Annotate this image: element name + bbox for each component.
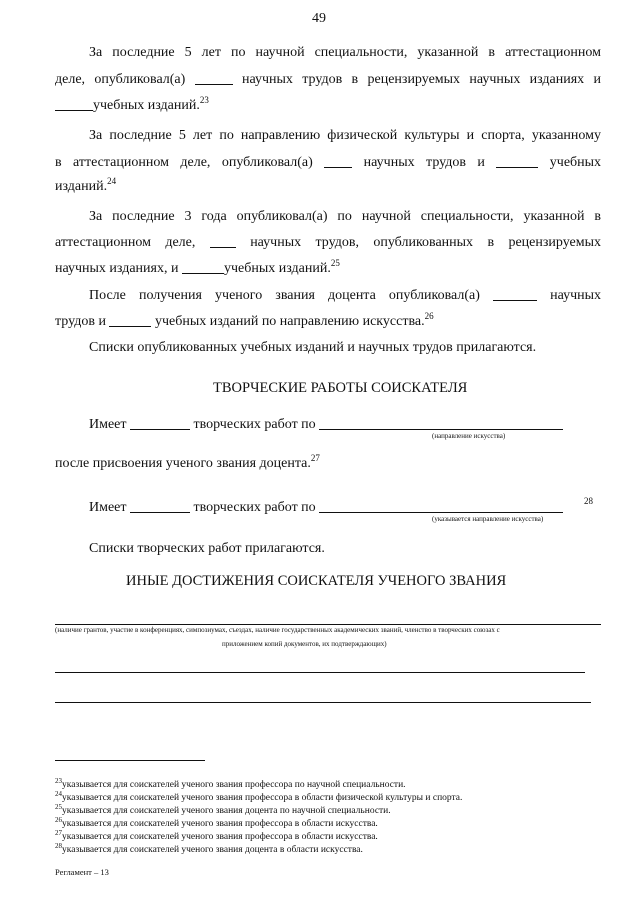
ucheb-count-blank [182, 261, 224, 274]
other-caption-line1: (наличие грантов, участие в конференциях, симпозиумах, съездах, наличие государственных академических званий, членство в творческих союзах с [55, 626, 500, 634]
trudy-count-blank [493, 288, 537, 301]
footnote: $^{24}$указывается для соискателей ученого звания профессора в области физической культуры и спорта. [55, 790, 463, 803]
footnote-ref: 23 [199, 95, 209, 105]
para3-line3: научных изданиях, и учебных изданий.$^{25}$ [55, 258, 340, 276]
para2-line3: изданий.$^{24}$ [55, 176, 117, 194]
para1-line3: учебных изданий.$^{23}$ [55, 98, 209, 114]
footnote: $^{26}$указывается для соискателей ученого звания профессора в области искусства. [55, 816, 378, 829]
creative-row1: Имеет творческих работ по [89, 417, 563, 433]
para1-line2: деле, опубликовал(а) научных трудов в рецензируемых научных изданиях и [55, 72, 602, 87]
para2-line1: За последние 5 лет по направлению физической культуры и спорта, указанному [89, 128, 601, 143]
footnote: $^{25}$указывается для соискателей ученого звания доцента по научной специальности. [55, 803, 391, 816]
ucheb-count-blank [496, 155, 538, 168]
footnote-ref: 26 [424, 311, 434, 321]
creative-row3-caption: (указывается направление искусства) [432, 515, 544, 523]
works-count-blank [130, 500, 190, 513]
footnote-ref: 27 [310, 453, 320, 463]
ucheb-count-blank [55, 98, 93, 111]
para3-line1: За последние 3 года опубликовал(а) по научной специальности, указанной в [89, 209, 601, 224]
footnote-ref: 24 [107, 176, 117, 186]
page-number: 49 [312, 11, 326, 26]
creative-heading: ТВОРЧЕСКИЕ РАБОТЫ СОИСКАТЕЛЯ [213, 380, 468, 396]
ucheb-count-blank [109, 314, 151, 327]
trudy-count-blank [324, 155, 352, 168]
trudy-count-blank [195, 72, 233, 85]
works-count-blank [130, 417, 190, 430]
footnote-ref: 25 [330, 258, 340, 268]
para3-line2: аттестационном деле, научных трудов, опубликованных в рецензируемых [55, 235, 602, 250]
art-direction-blank [319, 417, 563, 430]
achievements-line [55, 702, 591, 703]
footnote: $^{23}$указывается для соискателей ученого звания профессора по научной специальности. [55, 777, 406, 790]
creative-row1-caption: (направление искусства) [432, 432, 506, 440]
other-caption-line2: приложением копий документов, их подтверждающих) [222, 640, 387, 648]
para4-line2: трудов и учебных изданий по направлению искусства.$^{26}$ [55, 311, 434, 329]
art-direction-blank [319, 500, 563, 513]
creative-lists: Списки творческих работ прилагаются. [89, 541, 325, 556]
para1-line1: За последние 5 лет по научной специальности, указанной в аттестационном [89, 45, 601, 60]
page-footer: Регламент – 13 [55, 867, 109, 877]
footnote-ref: 28 [584, 496, 593, 506]
para5: Списки опубликованных учебных изданий и научных трудов прилагаются. [89, 340, 537, 355]
para4-line1: После получения ученого звания доцента опубликовал(а) научных [89, 288, 602, 303]
trudy-count-blank [210, 235, 236, 248]
para2-line2: в аттестационном деле, опубликовал(а) научных трудов и учебных [55, 155, 602, 170]
achievements-line [55, 672, 585, 673]
creative-row3: Имеет творческих работ по [89, 500, 563, 516]
footnote: $^{28}$указывается для соискателей ученого звания доцента в области искусства. [55, 842, 363, 855]
creative-row2: после присвоения ученого звания доцента.$^{27}$ [55, 453, 320, 471]
achievements-line [55, 624, 601, 625]
other-heading: ИНЫЕ ДОСТИЖЕНИЯ СОИСКАТЕЛЯ УЧЕНОГО ЗВАНИЯ [126, 573, 507, 589]
footnote: $^{27}$указывается для соискателей ученого звания профессора в области искусства. [55, 829, 378, 842]
footnote-separator [55, 760, 205, 761]
